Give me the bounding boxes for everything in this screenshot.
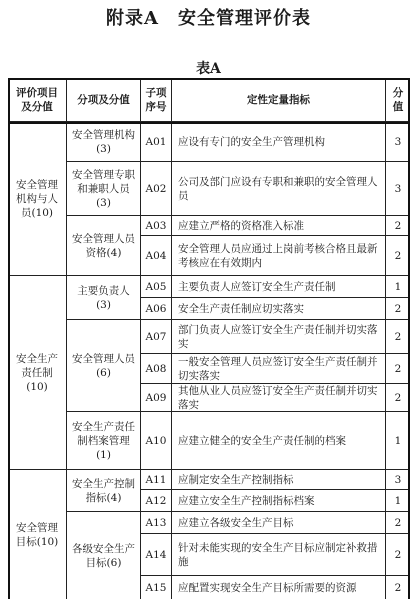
row-score: 1 — [386, 276, 410, 298]
row-score: 2 — [386, 534, 410, 576]
row-code: A13 — [141, 512, 172, 534]
row-indicator: 安全生产责任制应切实落实 — [172, 298, 386, 320]
row-indicator: 应建立各级安全生产目标 — [172, 512, 386, 534]
row-score: 2 — [386, 298, 410, 320]
row-score: 1 — [386, 412, 410, 470]
row-indicator: 部门负责人应签订安全生产责任制并切实落实 — [172, 320, 386, 354]
header-item: 评价项目及分值 — [8, 78, 67, 122]
subitem-managers: 安全管理人员(6) — [67, 320, 141, 412]
row-indicator: 安全管理人员应通过上岗前考核合格且最新考核应在有效期内 — [172, 236, 386, 276]
row-code: A11 — [141, 470, 172, 490]
row-indicator: 公司及部门应设有专职和兼职的安全管理人员 — [172, 162, 386, 216]
header-score: 分值 — [386, 78, 410, 122]
subitem-org: 安全管理机构(3) — [67, 122, 141, 162]
row-code: A15 — [141, 576, 172, 599]
row-indicator: 应设有专门的安全生产管理机构 — [172, 122, 386, 162]
subitem-principal: 主要负责人(3) — [67, 276, 141, 320]
row-indicator: 应建立安全生产控制指标档案 — [172, 490, 386, 512]
row-score: 2 — [386, 216, 410, 236]
row-score: 2 — [386, 236, 410, 276]
row-score: 3 — [386, 162, 410, 216]
row-indicator: 应制定安全生产控制指标 — [172, 470, 386, 490]
table-title: 表A — [196, 61, 221, 77]
header-indicator: 定性定量指标 — [172, 78, 386, 122]
row-code: A06 — [141, 298, 172, 320]
group-responsibility: 安全生产责任制(10) — [8, 276, 67, 470]
subitem-qualification: 安全管理人员资格(4) — [67, 216, 141, 276]
row-score: 2 — [386, 384, 410, 412]
row-code: A05 — [141, 276, 172, 298]
header-code: 子项序号 — [141, 78, 172, 122]
row-code: A14 — [141, 534, 172, 576]
row-score: 1 — [386, 490, 410, 512]
row-code: A02 — [141, 162, 172, 216]
row-indicator: 应建立健全的安全生产责任制的档案 — [172, 412, 386, 470]
row-code: A07 — [141, 320, 172, 354]
row-code: A03 — [141, 216, 172, 236]
document-title: 附录A 安全管理评价表 — [106, 8, 311, 29]
row-indicator: 一般安全管理人员应签订安全生产责任制并切实落实 — [172, 354, 386, 384]
subitem-goals: 各级安全生产目标(6) — [67, 512, 141, 599]
subitem-archive: 安全生产责任制档案管理(1) — [67, 412, 141, 470]
row-code: A01 — [141, 122, 172, 162]
row-indicator: 应建立严格的资格准入标准 — [172, 216, 386, 236]
group-safety-goals: 安全管理目标(10) — [8, 470, 67, 599]
subitem-staff: 安全管理专职和兼职人员(3) — [67, 162, 141, 216]
header-subitem: 分项及分值 — [67, 78, 141, 122]
row-score: 3 — [386, 470, 410, 490]
group-org-personnel: 安全管理机构与人员(10) — [8, 122, 67, 276]
row-code: A10 — [141, 412, 172, 470]
row-indicator: 主要负责人应签订安全生产责任制 — [172, 276, 386, 298]
row-code: A09 — [141, 384, 172, 412]
row-indicator: 其他从业人员应签订安全生产责任制并切实落实 — [172, 384, 386, 412]
row-indicator: 应配置实现安全生产目标所需要的资源 — [172, 576, 386, 599]
header-rule — [8, 122, 410, 124]
row-score: 2 — [386, 512, 410, 534]
row-score: 2 — [386, 354, 410, 384]
row-code: A12 — [141, 490, 172, 512]
evaluation-table — [8, 78, 410, 599]
row-score: 3 — [386, 122, 410, 162]
row-score: 2 — [386, 320, 410, 354]
row-code: A08 — [141, 354, 172, 384]
subitem-control-indicators: 安全生产控制指标(4) — [67, 470, 141, 512]
row-code: A04 — [141, 236, 172, 276]
row-indicator: 针对未能实现的安全生产目标应制定补救措施 — [172, 534, 386, 576]
row-score: 2 — [394, 581, 402, 594]
